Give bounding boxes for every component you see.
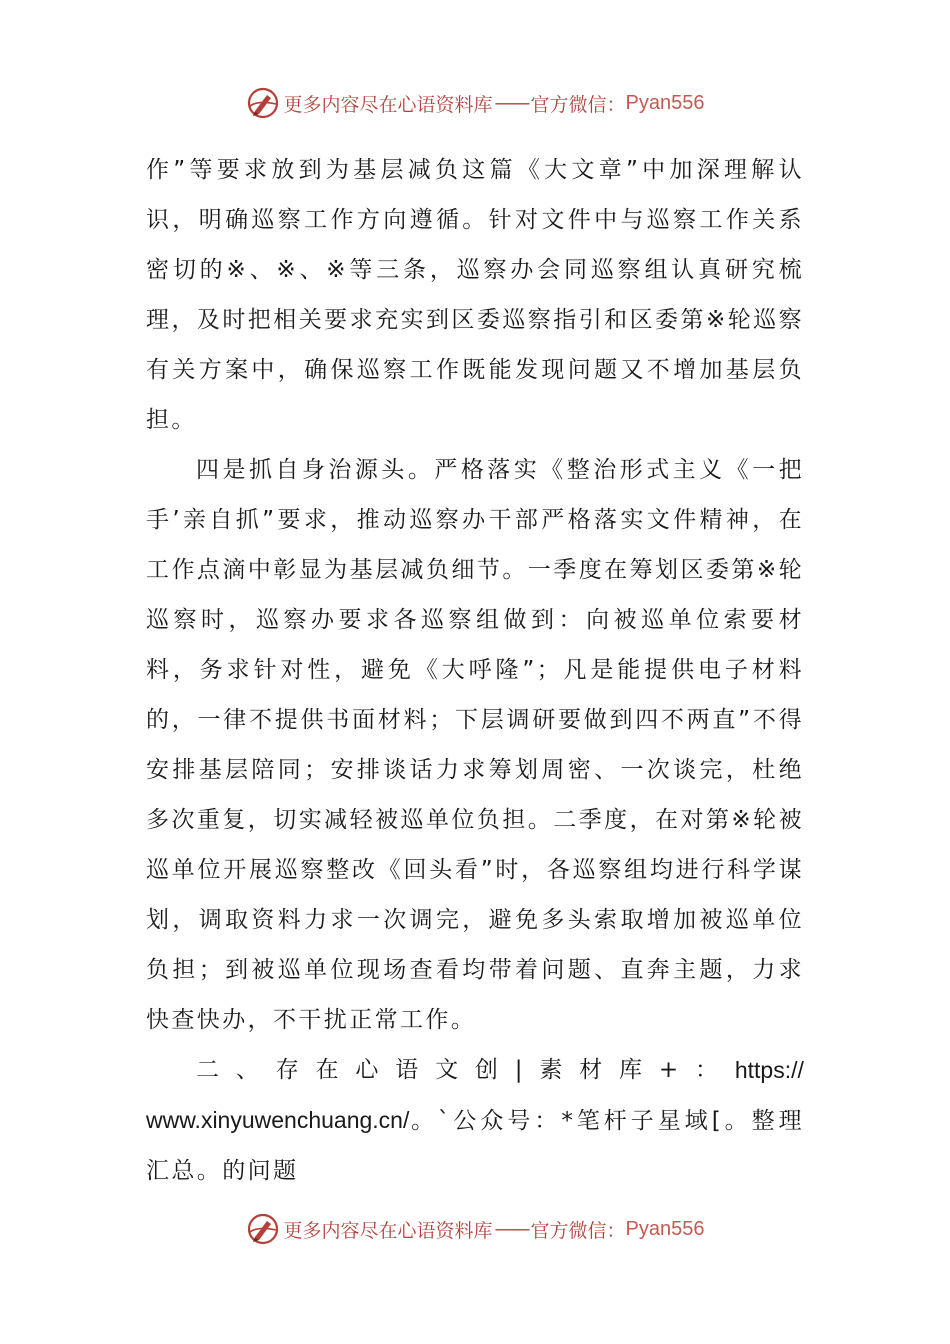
banner-title: 更多内容尽在心语资料库 <box>283 1219 493 1242</box>
section-continuation-text: 。`公众号：*笔杆子星域[。整理汇总。的问题 <box>146 1108 804 1184</box>
site-url: www.xinyuwenchuang.cn/ <box>146 1107 410 1133</box>
heading-char: 素 <box>539 1057 563 1083</box>
section-heading-line <box>146 1045 804 1095</box>
heading-char: 、 <box>235 1057 259 1083</box>
section-continuation <box>146 1095 804 1196</box>
footer-banner <box>0 1209 950 1249</box>
heading-char: 创 <box>474 1057 498 1083</box>
heading-char: 存 <box>275 1057 299 1083</box>
banner-wechat-id: Pyan556 <box>625 91 705 114</box>
heading-char: | <box>514 1057 523 1083</box>
pen-logo-icon <box>246 1212 280 1246</box>
banner-wechat-label: 官方微信： <box>530 93 626 116</box>
heading-char: 语 <box>395 1057 419 1083</box>
paragraph-four: 四是抓自身治源头。严格落实《整治形式主义《一把手’亲自抓”要求，推动巡察办干部严格落实文件精神，在工作点滴中彰显为基层减负细节。一季度在筹划区委第※轮巡察时，巡察办要求各巡察组做到：向被巡单位索要材料，务求针对性，避免《大呼隆”；凡是能提供电子材料的，一律不提供书面材料；下层调研要做到四不两直”不得安排基层陪同；安排谈话力求筹划周密、一次谈完，杜绝多次重复，切实减轻被巡单位负担。二季度，在对第※轮被巡单位开展巡察整改《回头看”时，各巡察组均进行科学谋划，调取资料力求一次调完，避免多头索取增加被巡单位负担；到被巡单位现场查看均带着问题、直奔主题，力求快查快办，不干扰正常工作。 <box>146 457 804 1033</box>
heading-char: + <box>658 1057 679 1083</box>
heading-char: ： <box>695 1057 718 1083</box>
heading-char: 文 <box>435 1057 459 1083</box>
banner-title: 更多内容尽在心语资料库 <box>283 93 493 116</box>
paragraph-continued: 作”等要求放到为基层减负这篇《大文章”中加深理解认识，明确巡察工作方向遵循。针对文件中与巡察工作关系密切的※、※、※等三条，巡察办会同巡察组认真研究梳理，及时把相关要求充实到区委巡察指引和区委第※轮巡察有关方案中，确保巡察工作既能发现问题又不增加基层负担。 <box>146 157 804 433</box>
banner-dash: —— <box>494 92 529 114</box>
heading-char: 二 <box>196 1057 219 1083</box>
document-body <box>146 145 804 1196</box>
banner-wechat-label: 官方微信： <box>530 1219 626 1242</box>
heading-char: 心 <box>355 1057 379 1083</box>
heading-url-start: https:// <box>734 1057 804 1083</box>
heading-char: 在 <box>315 1057 339 1083</box>
pen-logo-icon <box>246 86 280 120</box>
banner-dash: —— <box>494 1218 529 1240</box>
banner-wechat-id: Pyan556 <box>625 1217 705 1240</box>
header-banner <box>0 83 950 123</box>
heading-char: 库 <box>619 1057 643 1083</box>
heading-char: 材 <box>579 1057 603 1083</box>
